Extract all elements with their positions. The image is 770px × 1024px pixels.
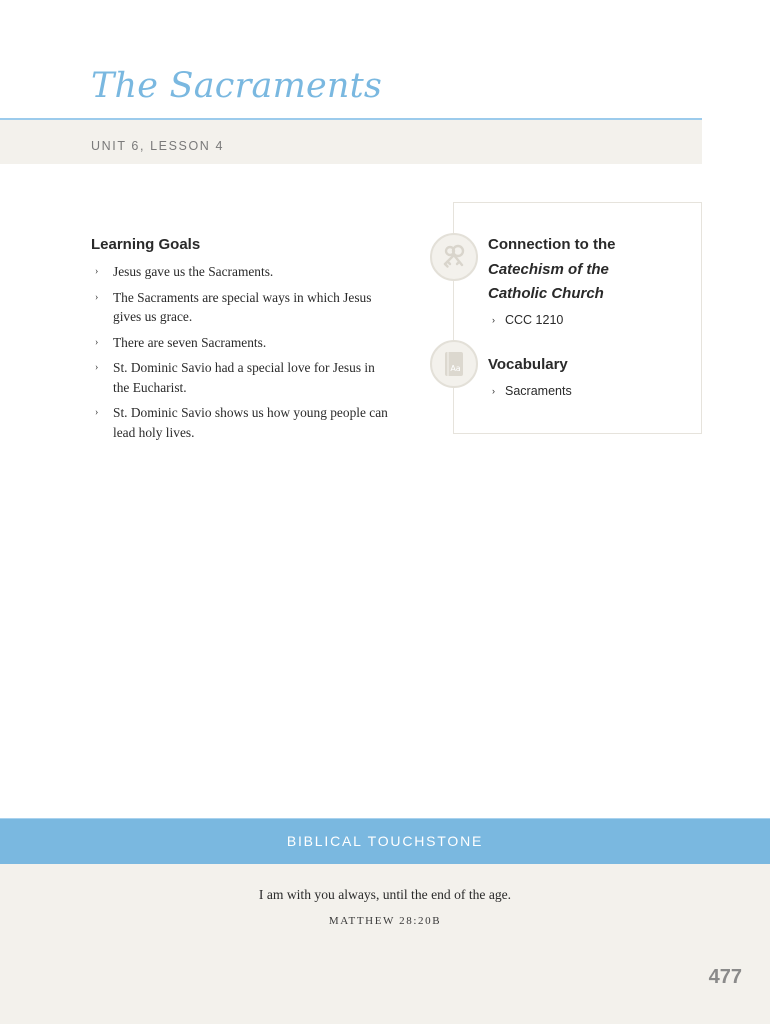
learning-goal-text: There are seven Sacraments.: [113, 334, 267, 350]
chevron-right-icon: ›: [492, 386, 495, 396]
learning-goal-text: The Sacraments are special ways in which Jesus gives us grace.: [113, 289, 372, 324]
catechism-reference-text: CCC 1210: [505, 313, 564, 327]
scripture-quote: I am with you always, until the end of the age.: [258, 887, 512, 902]
learning-goal-item: [91, 288, 391, 327]
learning-goal-item: [91, 358, 391, 397]
learning-goals-list: [91, 262, 391, 448]
touchstone-label: BIBLICAL TOUCHSTONE: [286, 833, 484, 849]
page-title: The Sacraments: [91, 66, 383, 106]
chevron-right-icon: ›: [95, 266, 99, 277]
learning-goal-text: St. Dominic Savio had a special love for Jesus in the Eucharist.: [113, 360, 375, 395]
vocabulary-term: [492, 384, 572, 398]
chevron-right-icon: ›: [95, 336, 99, 348]
catechism-heading-italic: Catholic Church: [488, 285, 604, 302]
vocabulary-term-text: Sacraments: [505, 384, 572, 398]
chevron-right-icon: ›: [95, 407, 99, 418]
catechism-heading-line: Connection to the: [488, 236, 616, 253]
catechism-heading: [488, 233, 688, 307]
catechism-heading-italic: Catechism of the: [488, 260, 609, 278]
catechism-reference: [492, 313, 563, 327]
page-number: 477: [708, 966, 742, 988]
dictionary-icon: [430, 340, 478, 388]
chevron-right-icon: ›: [492, 315, 495, 325]
learning-goal-item: [91, 262, 391, 282]
learning-goal-text: St. Dominic Savio shows us how young people can lead holy lives.: [113, 405, 388, 440]
scripture-citation: MATTHEW 28:20B: [328, 915, 442, 927]
keys-icon: [430, 233, 478, 281]
learning-goal-text: Jesus gave us the Sacraments.: [113, 264, 274, 279]
chevron-right-icon: ›: [95, 291, 99, 303]
unit-lesson-label: UNIT 6, LESSON 4: [91, 139, 225, 153]
vocabulary-heading: Vocabulary: [488, 356, 568, 373]
chevron-right-icon: ›: [95, 362, 99, 373]
learning-goal-item: [91, 333, 391, 353]
svg-text:Aa: Aa: [450, 364, 461, 373]
learning-goal-item: [91, 403, 391, 442]
learning-goals-heading: Learning Goals: [91, 236, 201, 253]
